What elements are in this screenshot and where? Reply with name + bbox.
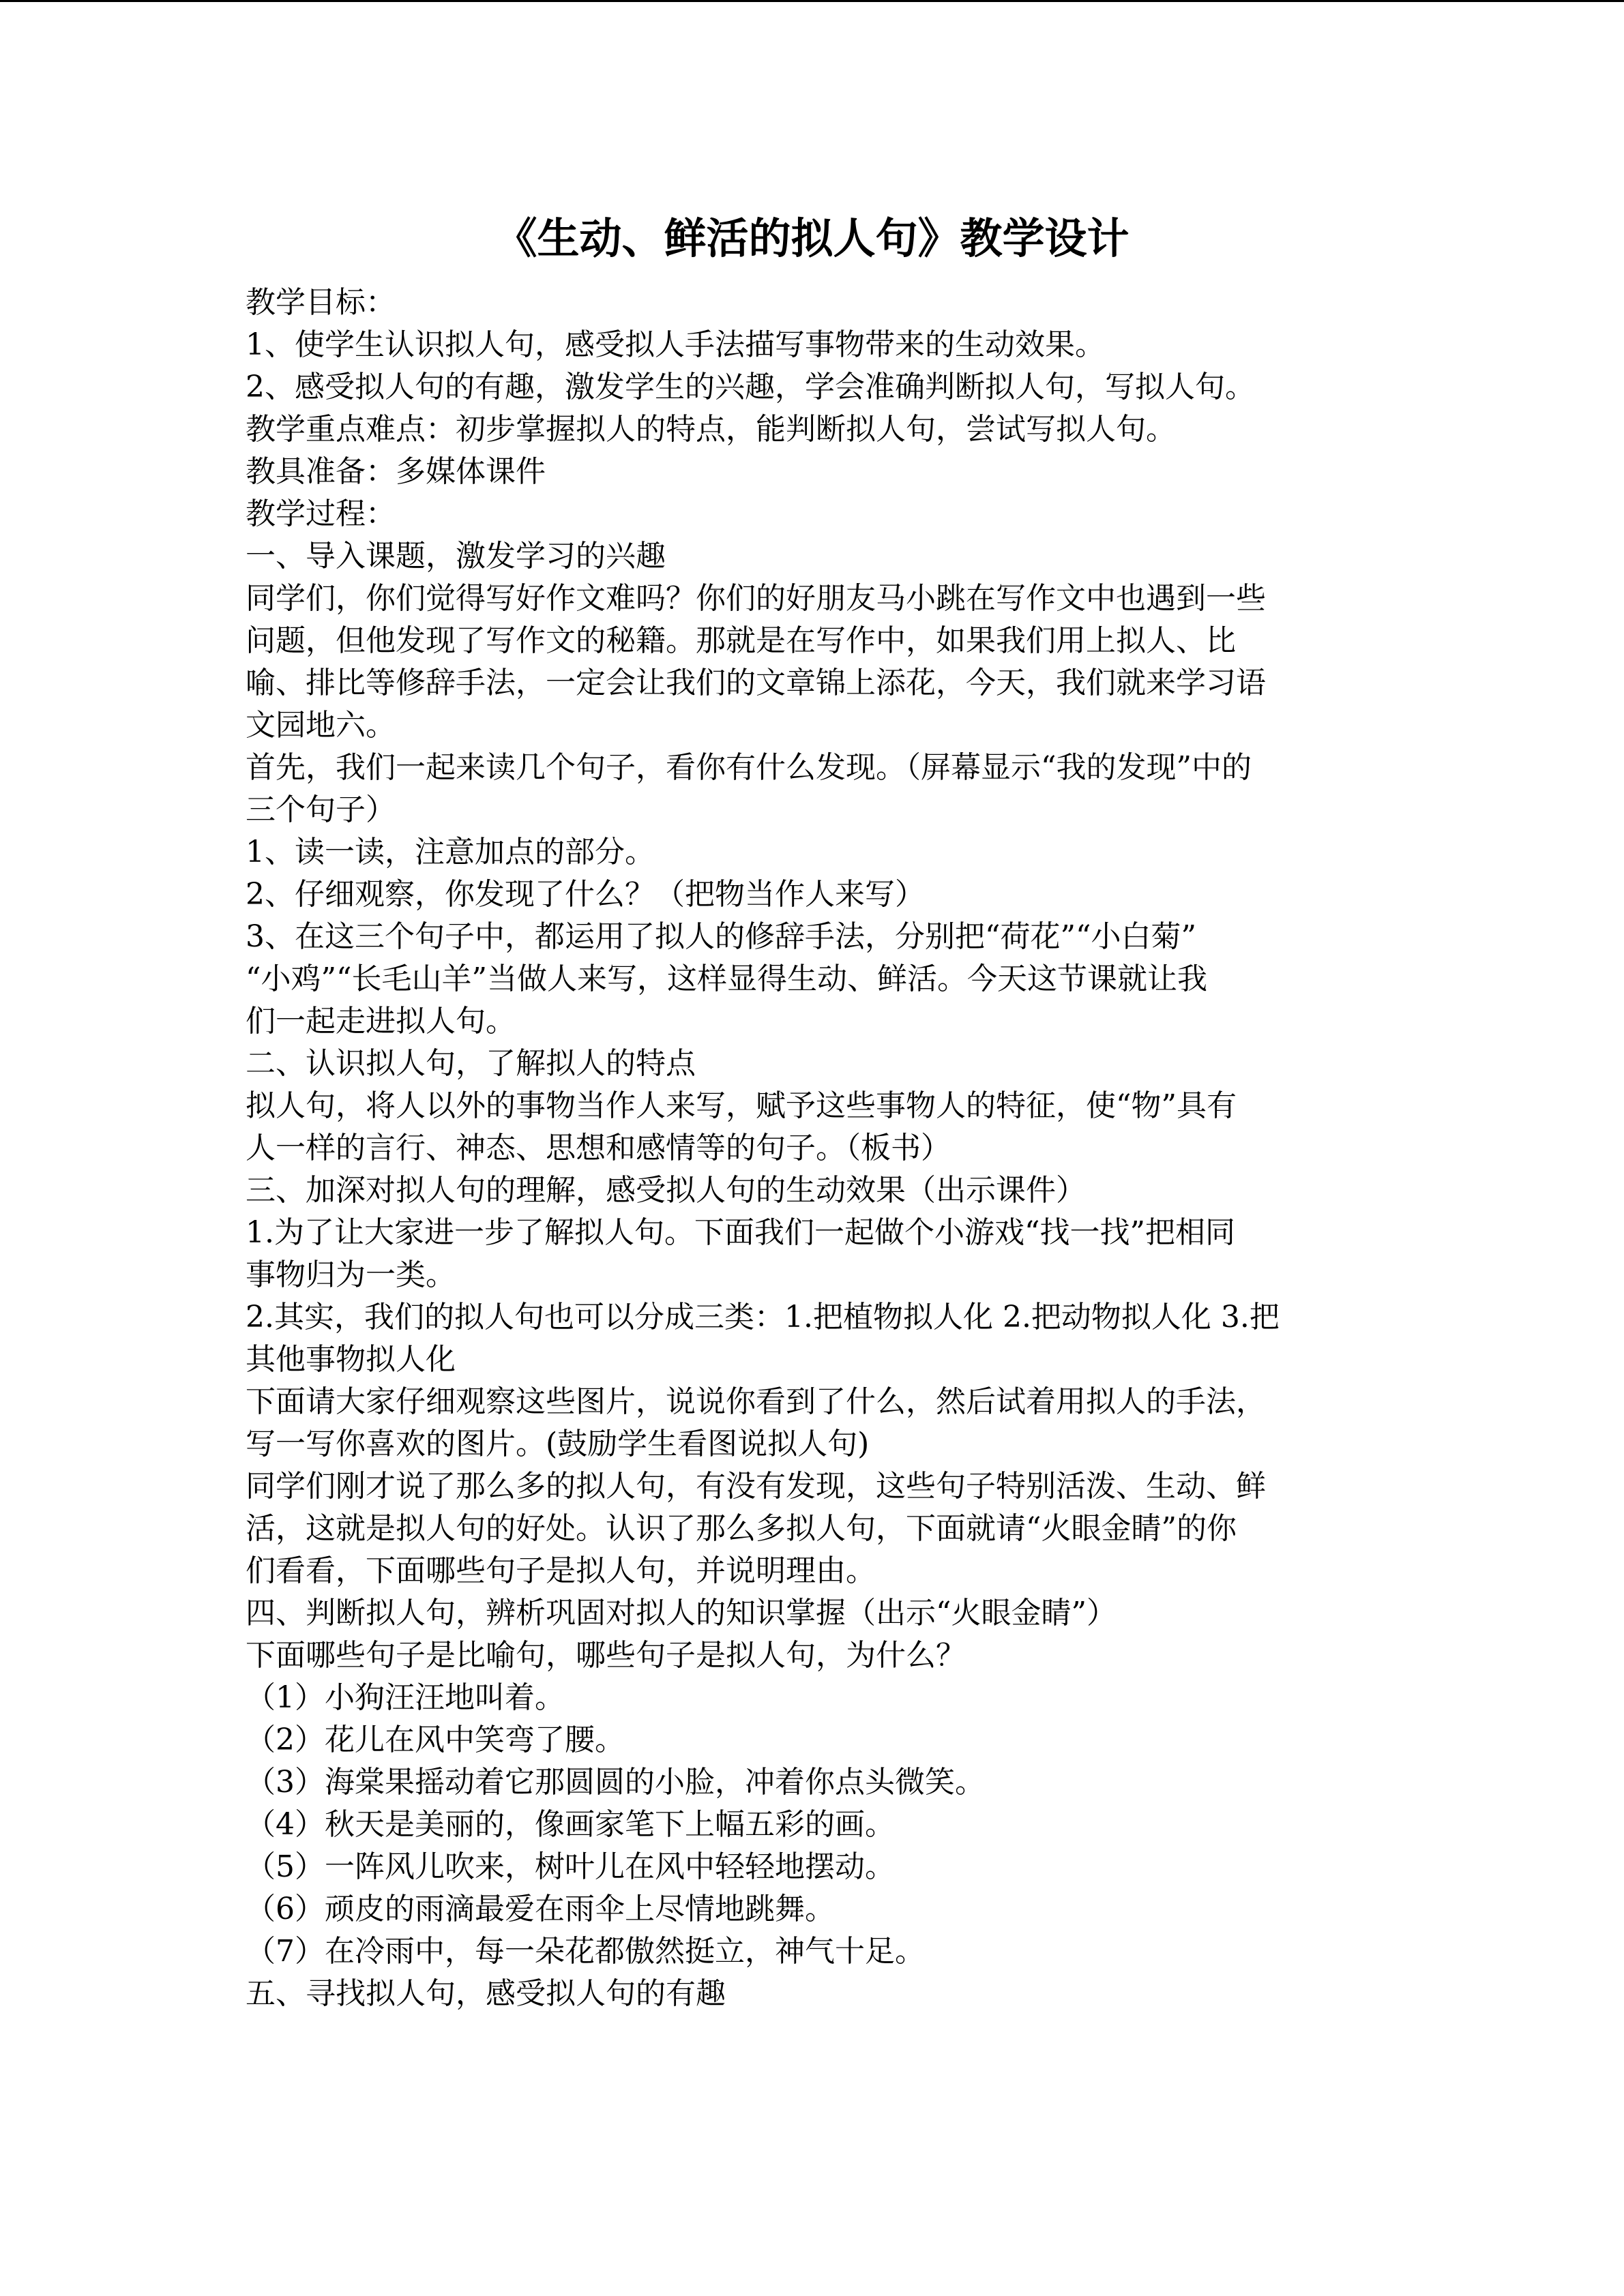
- text-line: 喻、排比等修辞手法，一定会让我们的文章锦上添花，今天，我们就来学习语: [246, 666, 1266, 700]
- text-line: 三个句子）: [246, 792, 396, 827]
- page-title: 《生动、鲜活的拟人句》教学设计: [494, 213, 1130, 263]
- text-line: 二、认识拟人句，了解拟人的特点: [246, 1046, 696, 1081]
- text-line: 写一写你喜欢的图片。(鼓励学生看图说拟人句): [246, 1427, 870, 1461]
- text-line: 四、判断拟人句，辨析巩固对拟人的知识掌握（出示“火眼金睛”）: [246, 1596, 1117, 1630]
- text-line: 同学们刚才说了那么多的拟人句，有没有发现，这些句子特别活泼、生动、鲜: [246, 1469, 1266, 1504]
- text-line: 2、感受拟人句的有趣，激发学生的兴趣，学会准确判断拟人句，写拟人句。: [246, 370, 1255, 404]
- document-body: [246, 282, 1378, 2057]
- text-line: 人一样的言行、神态、思想和感情等的句子。（板书）: [246, 1131, 951, 1165]
- text-line: 1、读一读，注意加点的部分。: [246, 835, 655, 869]
- text-line: 1.为了让大家进一步了解拟人句。下面我们一起做个小游戏“找一找”把相同: [246, 1215, 1235, 1250]
- text-line: 下面哪些句子是比喻句，哪些句子是拟人句，为什么？: [246, 1638, 966, 1673]
- text-line: 五、寻找拟人句，感受拟人句的有趣: [246, 1976, 726, 2011]
- text-line: 教学目标：: [246, 285, 396, 320]
- text-line: 活，这就是拟人句的好处。认识了那么多拟人句，下面就请“火眼金睛”的你: [246, 1511, 1237, 1546]
- text-line: 文园地六。: [246, 708, 396, 743]
- text-line: 2.其实，我们的拟人句也可以分成三类：1.把植物拟人化 2.把动物拟人化 3.把: [246, 1300, 1280, 1335]
- text-line: 拟人句，将人以外的事物当作人来写，赋予这些事物人的特征，使“物”具有: [246, 1088, 1237, 1123]
- text-line: （1）小狗汪汪地叫着。: [246, 1680, 565, 1715]
- text-line: 教学重点难点：初步掌握拟人的特点，能判断拟人句，尝试写拟人句。: [246, 412, 1176, 447]
- text-line: 一、导入课题，激发学习的兴趣: [246, 539, 666, 573]
- text-line: 们一起走进拟人句。: [246, 1004, 516, 1039]
- text-line: 三、加深对拟人句的理解，感受拟人句的生动效果（出示课件）: [246, 1173, 1086, 1208]
- text-line: （7）在冷雨中，每一朵花都傲然挺立，神气十足。: [246, 1934, 925, 1969]
- text-line: [246, 2015, 1378, 2057]
- text-line: 首先，我们一起来读几个句子，看你有什么发现。（屏幕显示“我的发现”中的: [246, 750, 1252, 785]
- text-line: 问题，但他发现了写作文的秘籍。那就是在写作中，如果我们用上拟人、比: [246, 623, 1236, 658]
- text-line: 同学们，你们觉得写好作文难吗？你们的好朋友马小跳在写作文中也遇到一些: [246, 581, 1266, 616]
- text-line: 们看看，下面哪些句子是拟人句，并说明理由。: [246, 1553, 876, 1588]
- text-line: “小鸡”“长毛山羊”当做人来写，这样显得生动、鲜活。今天这节课就让我: [246, 961, 1207, 996]
- text-line: （2）花儿在风中笑弯了腰。: [246, 1723, 625, 1757]
- text-line: 其他事物拟人化: [246, 1342, 456, 1377]
- text-line: 2、仔细观察，你发现了什么？（把物当作人来写）: [246, 877, 925, 912]
- text-line: （5）一阵风儿吹来，树叶儿在风中轻轻地摆动。: [246, 1849, 895, 1884]
- text-line: 下面请大家仔细观察这些图片，说说你看到了什么，然后试着用拟人的手法，: [246, 1384, 1266, 1419]
- text-line: 1、使学生认识拟人句，感受拟人手法描写事物带来的生动效果。: [246, 327, 1105, 362]
- top-border-line: [0, 0, 1624, 2]
- text-line: 3、在这三个句子中，都运用了拟人的修辞手法，分别把“荷花”“小白菊”: [246, 919, 1196, 954]
- text-line: （3）海棠果摇动着它那圆圆的小脸，冲着你点头微笑。: [246, 1765, 985, 1800]
- text-line: 事物归为一类。: [246, 1257, 456, 1292]
- text-line: 教学过程：: [246, 496, 396, 531]
- text-line: 教具准备：多媒体课件: [246, 454, 546, 489]
- text-line: （4）秋天是美丽的，像画家笔下上幅五彩的画。: [246, 1807, 895, 1842]
- text-line: （6）顽皮的雨滴最爱在雨伞上尽情地跳舞。: [246, 1892, 835, 1926]
